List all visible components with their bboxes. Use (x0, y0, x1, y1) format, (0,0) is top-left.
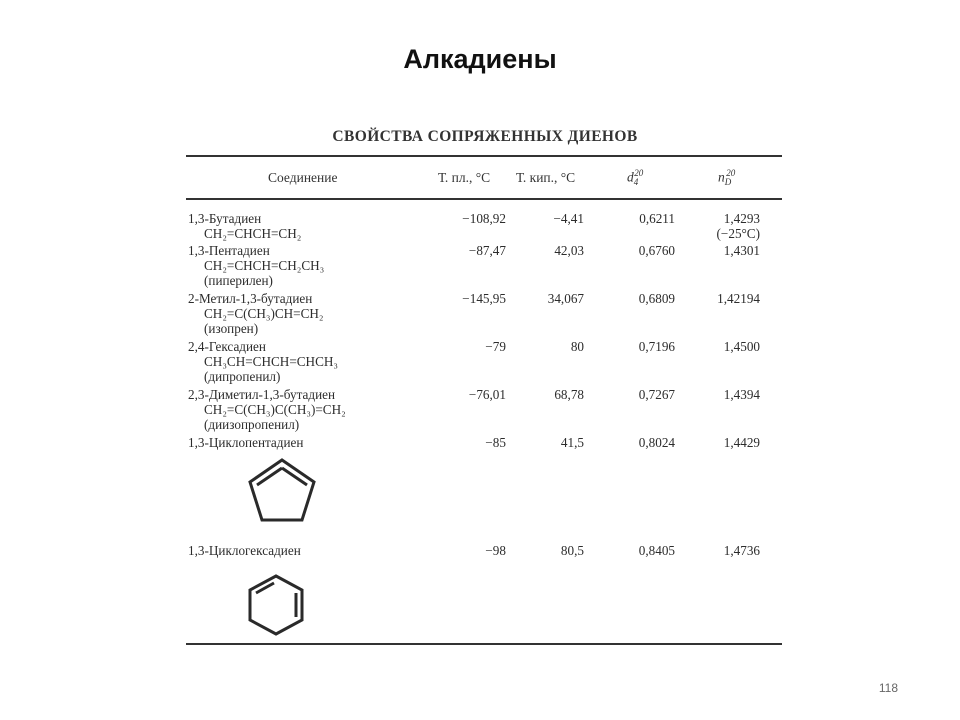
compound-trivial-name: (дипропенил) (204, 369, 281, 384)
cell-refraction: 1,4301 (723, 243, 760, 258)
cell-refraction: 1,4293 (723, 211, 760, 226)
compound-name: 2,4-Гексадиен (188, 339, 266, 354)
table-bottom-rule (186, 643, 782, 645)
cell-refraction: 1,4500 (723, 339, 760, 354)
cell-density: 0,8405 (638, 543, 675, 558)
compound-name: 1,3-Пентадиен (188, 243, 270, 258)
compound-formula: CH₂=CHCH=CH₂CH₃ (204, 258, 325, 273)
cell-bp: 68,78 (554, 387, 584, 402)
scanned-table (186, 122, 784, 652)
compound-name: 1,3-Циклогексадиен (188, 543, 301, 558)
cell-density: 0,6760 (638, 243, 675, 258)
cell-refraction-note: (−25°C) (716, 226, 760, 241)
cell-density: 0,7267 (638, 387, 675, 402)
cell-refraction: 1,4429 (723, 435, 760, 450)
cell-mp: −108,92 (462, 211, 506, 226)
table-title: СВОЙСТВА СОПРЯЖЕННЫХ ДИЕНОВ (332, 128, 638, 145)
cell-mp: −87,47 (468, 243, 506, 258)
cell-bp: 80 (570, 339, 584, 354)
cell-mp: −145,95 (462, 291, 506, 306)
page-number: 118 (878, 681, 898, 695)
cyclopentadiene-ring-structure (244, 454, 320, 526)
compound-trivial-name: (изопрен) (204, 321, 259, 336)
compound-name: 2-Метил-1,3-бутадиен (188, 291, 313, 306)
compound-trivial-name: (диизопропенил) (204, 417, 300, 432)
compound-name: 2,3-Диметил-1,3-бутадиен (188, 387, 336, 402)
header-density: $d_4^{20}$ (627, 168, 644, 188)
cell-density: 0,7196 (638, 339, 675, 354)
compound-formula: CH₂=C(CH₃)CH=CH₂ (204, 306, 324, 321)
compound-formula: CH₃CH=CHCH=CHCH₃ (204, 354, 338, 369)
cell-mp: −85 (485, 435, 506, 450)
header-boiling-point: Т. кип., °С (516, 170, 576, 185)
header-compound: Соединение (268, 170, 338, 185)
cyclohexadiene-ring-structure (244, 572, 308, 638)
cell-bp: 42,03 (554, 243, 584, 258)
compound-name: 1,3-Бутадиен (188, 211, 262, 226)
header-refraction: $n_D^{20}$ (718, 168, 736, 188)
cell-bp: 41,5 (560, 435, 584, 450)
cell-refraction: 1,4394 (723, 387, 760, 402)
cell-refraction: 1,4736 (723, 543, 760, 558)
compound-formula: CH₂=CHCH=CH₂ (204, 226, 302, 241)
cell-bp: 34,067 (547, 291, 584, 306)
cell-bp: −4,41 (553, 211, 584, 226)
cell-mp: −79 (485, 339, 506, 354)
slide-title: Алкадиены (403, 44, 557, 74)
cell-mp: −76,01 (468, 387, 506, 402)
cell-density: 0,6809 (638, 291, 675, 306)
compound-name: 1,3-Циклопентадиен (188, 435, 304, 450)
compound-trivial-name: (пиперилен) (204, 273, 273, 288)
cell-mp: −98 (485, 543, 506, 558)
cell-bp: 80,5 (560, 543, 584, 558)
cell-density: 0,6211 (639, 211, 675, 226)
header-melting-point: Т. пл., °С (438, 170, 491, 185)
cell-density: 0,8024 (638, 435, 675, 450)
cell-refraction: 1,42194 (717, 291, 760, 306)
compound-formula: CH₂=C(CH₃)C(CH₃)=CH₂ (204, 402, 346, 417)
